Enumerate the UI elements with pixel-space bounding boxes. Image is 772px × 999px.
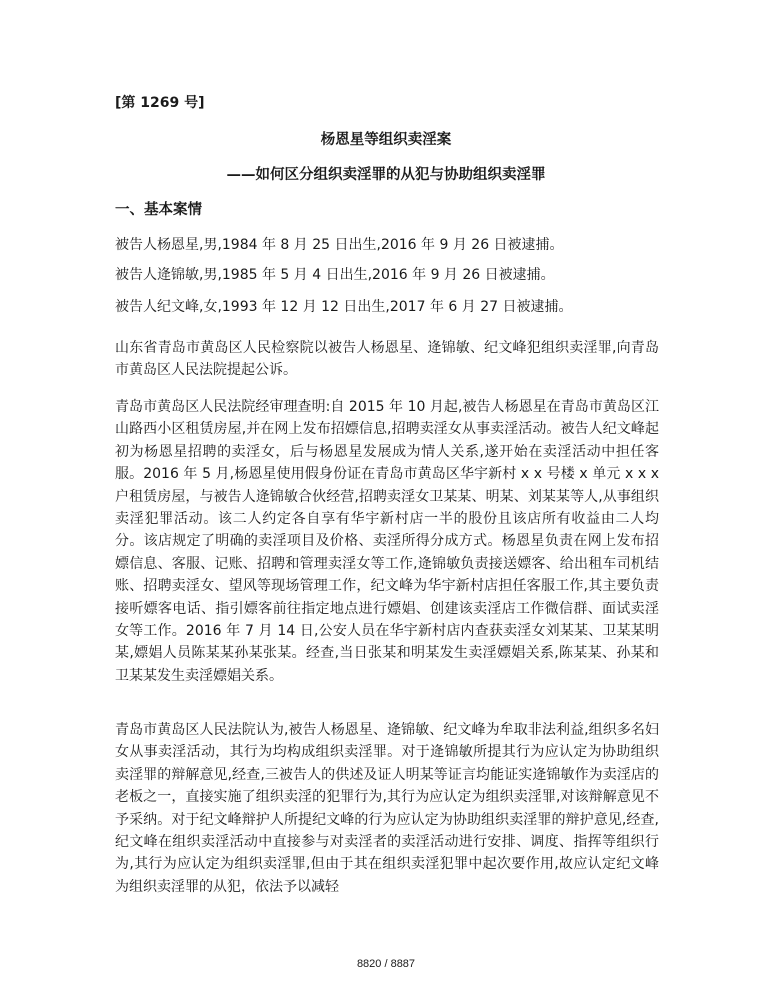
paragraph-court-opinion: 青岛市黄岛区人民法院认为,被告人杨恩星、逄锦敏、纪文峰为牟取非法利益,组织多名妇女从事卖淫活动，其行为均构成组织卖淫罪。对于逄锦敏所提其行为应认定为协助组织卖淫罪的辩解意见,经查,三被告人的供述及证人明某等证言均能证实逄锦敏作为卖淫店的老板之一，直接实施了组织卖淫的犯罪行为,其行为应认定为组织卖淫罪,对该辩解意见不予采纳。对于纪文峰辩护人所提纪文峰的行为应认定为协助组织卖淫罪的辩护意见,经查,纪文峰在组织卖淫活动中直接参与对卖淫者的卖淫活动进行安排、调度、指挥等组织行为,其行为应认定为组织卖淫罪,但由于其在组织卖淫犯罪中起次要作用,故应认定纪文峰为组织卖淫罪的从犯，依法予以减轻 xyxy=(115,722,659,895)
paragraph-defendant-3: 被告人纪文峰,女,1993 年 12 月 12 日出生,2017 年 6 月 27 日被逮捕。 xyxy=(115,299,573,315)
case-number: [第 1269 号] xyxy=(115,95,205,111)
paragraph-defendant-2: 被告人逄锦敏,男,1985 年 5 月 4 日出生,2016 年 9 月 26 日被逮捕。 xyxy=(115,267,555,283)
case-subtitle: ——如何区分组织卖淫罪的从犯与协助组织卖淫罪 xyxy=(226,167,546,183)
paragraph-prosecution: 山东省青岛市黄岛区人民检察院以被告人杨恩星、逄锦敏、纪文峰犯组织卖淫罪,向青岛市黄岛区人民法院提起公诉。 xyxy=(115,340,659,379)
page-indicator: 8820 / 8887 xyxy=(356,958,416,970)
case-title: 杨恩星等组织卖淫案 xyxy=(320,132,452,148)
paragraph-facts: 青岛市黄岛区人民法院经审理查明:自 2015 年 10 月起,被告人杨恩星在青岛市黄岛区江山路西小区租赁房屋,并在网上发布招嫖信息,招聘卖淫女从事卖淫活动。被告人纪文峰起初为杨恩星招聘的卖淫女，后与杨恩星发展成为情人关系,遂开始在卖淫活动中担任客服。2016 年 5 月,杨恩星使用假身份证在青岛市黄岛区华宇新村 x x 号楼 x 单元 x x x 户租赁房屋，与被告人逄锦敏合伙经营,招聘卖淫女卫某某、明某、刘某某等人,从事组织卖淫犯罪活动。该二人约定各自享有华宇新村店一半的股份且该店所有收益由二人均分。该店规定了明确的卖淫项目及价格、卖淫所得分成方式。杨恩星负责在网上发布招嫖信息、客服、记账、招聘和管理卖淫女等工作,逄锦敏负责接送嫖客、给出租车司机结账、招聘卖淫女、望风等现场管理工作，纪文峰为华宇新村店担任客服工作,其主要负责接听嫖客电话、指引嫖客前往指定地点进行嫖娼、创建该卖淫店工作微信群、面试卖淫女等工作。2016 年 7 月 14 日,公安人员在华宇新村店内查获卖淫女刘某某、卫某某明某,嫖娼人员陈某某孙某张某。经查,当日张某和明某发生卖淫嫖娼关系,陈某某、孙某和卫某某发生卖淫嫖娼关系。 xyxy=(115,399,659,684)
section-heading: 一、基本案情 xyxy=(115,202,202,218)
paragraph-defendant-1: 被告人杨恩星,男,1984 年 8 月 25 日出生,2016 年 9 月 26 日被逮捕。 xyxy=(115,237,564,253)
